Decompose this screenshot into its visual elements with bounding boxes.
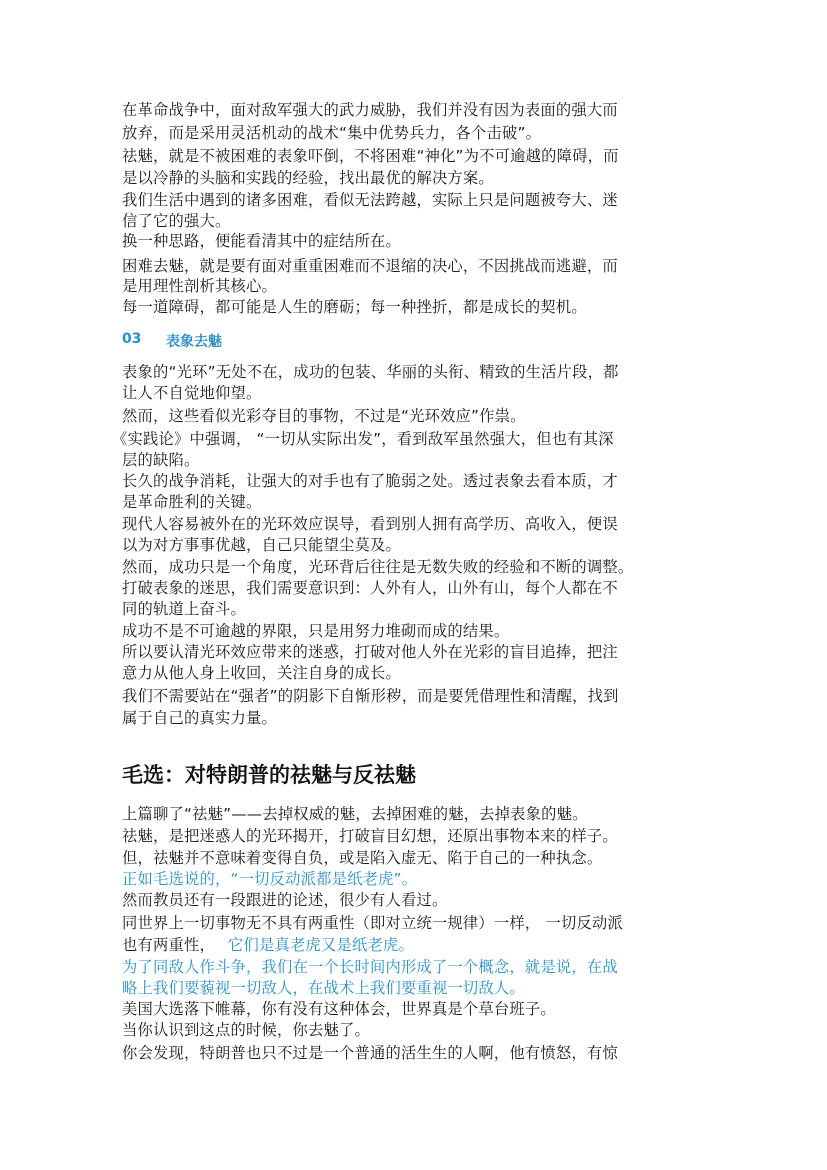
- paragraph-line: 长久的战争消耗，让强大的对手也有了脆弱之处。透过表象去看本质，才: [122, 472, 618, 490]
- highlighted-line: 为了同敌人作斗争，我们在一个长时间内形成了一个概念，就是说，在战: [122, 958, 618, 976]
- paragraph-line: 《实践论》中强调， “一切从实际出发”，看到敌军虽然强大，但也有其深: [112, 430, 614, 448]
- paragraph-line: 同世界上一切事物无不具有两重性（即对立统一规律）一样， 一切反动派: [122, 914, 623, 932]
- paragraph-line: 然而，成功只是一个角度，光环背后往往是无数失败的经验和不断的调整。: [122, 558, 634, 576]
- paragraph-line: 同的轨道上奋斗。: [122, 600, 246, 618]
- paragraph-line: 然而教员还有一段跟进的论述，很少有人看过。: [122, 891, 448, 909]
- paragraph-line: 每一道障碍，都可能是人生的磨砺；每一种挫折，都是成长的契机。: [122, 298, 587, 316]
- paragraph-line: 属于自己的真实力量。: [122, 709, 277, 727]
- paragraph-line: 祛魅，就是不被困难的表象吓倒，不将困难“神化”为不可逾越的障碍，而: [122, 147, 619, 165]
- paragraph-line: 也有两重性，: [122, 936, 215, 954]
- highlighted-line: 略上我们要藐视一切敌人，在战术上我们要重视一切敌人。: [122, 979, 525, 997]
- paragraph-line: 祛魅，是把迷惑人的光环揭开，打破盲目幻想，还原出事物本来的样子。: [122, 827, 618, 845]
- paragraph-line: 意力从他人身上收回，关注自身的成长。: [122, 664, 401, 682]
- highlighted-line: 它们是真老虎又是纸老虎。: [228, 936, 414, 954]
- section-number: 03: [122, 331, 142, 347]
- paragraph-line: 打破表象的迷思，我们需要意识到：人外有人，山外有山，每个人都在不: [122, 579, 618, 597]
- paragraph-line: 表象的“光环”无处不在，成功的包装、华丽的头衔、精致的生活片段，都: [122, 363, 619, 381]
- paragraph-line: 美国大选落下帷幕，你有没有这种体会，世界真是个草台班子。: [122, 1000, 556, 1018]
- paragraph-line: 我们生活中遇到的诸多困难，看似无法跨越，实际上只是问题被夸大、迷: [122, 191, 618, 209]
- paragraph-line: 换一种思路，便能看清其中的症结所在。: [122, 232, 401, 250]
- paragraph-line: 让人不自觉地仰望。: [122, 384, 262, 402]
- paragraph-line: 你会发现，特朗普也只不过是一个普通的活生生的人啊，他有愤怒，有惊: [122, 1044, 618, 1062]
- paragraph-line: 在革命战争中，面对敌军强大的武力威胁，我们并没有因为表面的强大而: [122, 101, 618, 119]
- highlighted-line: 正如毛选说的，“一切反动派都是纸老虎”。: [122, 870, 418, 888]
- paragraph-line: 我们不需要站在“强者”的阴影下自惭形秽，而是要凭借理性和清醒，找到: [122, 687, 619, 705]
- paragraph-line: 是以冷静的头脑和实践的经验，找出最优的解决方案。: [122, 169, 494, 187]
- paragraph-line: 以为对方事事优越，自己只能望尘莫及。: [122, 536, 401, 554]
- paragraph-line: 放弃，而是采用灵活机动的战术“集中优势兵力，各个击破”。: [122, 124, 542, 142]
- paragraph-line: 信了它的强大。: [122, 212, 231, 230]
- paragraph-line: 上篇聊了“祛魅”——去掉权威的魅，去掉困难的魅，去掉表象的魅。: [122, 805, 588, 823]
- paragraph-line: 是革命胜利的关键。: [122, 493, 262, 511]
- paragraph-line: 成功不是不可逾越的界限，只是用努力堆砌而成的结果。: [122, 622, 510, 640]
- section-title: 表象去魅: [166, 334, 222, 350]
- paragraph-line: 然而，这些看似光彩夺目的事物，不过是“光环效应”作祟。: [122, 407, 526, 425]
- paragraph-line: 是用理性剖析其核心。: [122, 277, 277, 295]
- paragraph-line: 当你认识到这点的时候，你去魅了。: [122, 1021, 370, 1039]
- article-heading: 毛选：对特朗普的祛魅与反祛魅: [122, 763, 416, 787]
- paragraph-line: 但，祛魅并不意味着变得自负，或是陷入虚无、陷于自己的一种执念。: [122, 849, 603, 867]
- paragraph-line: 所以要认清光环效应带来的迷惑，打破对他人外在光彩的盲目追捧，把注: [122, 643, 618, 661]
- paragraph-line: 困难去魅，就是要有面对重重困难而不退缩的决心，不因挑战而逃避，而: [122, 257, 618, 275]
- paragraph-line: 层的缺陷。: [122, 451, 200, 469]
- paragraph-line: 现代人容易被外在的光环效应误导，看到别人拥有高学历、高收入，便误: [122, 515, 618, 533]
